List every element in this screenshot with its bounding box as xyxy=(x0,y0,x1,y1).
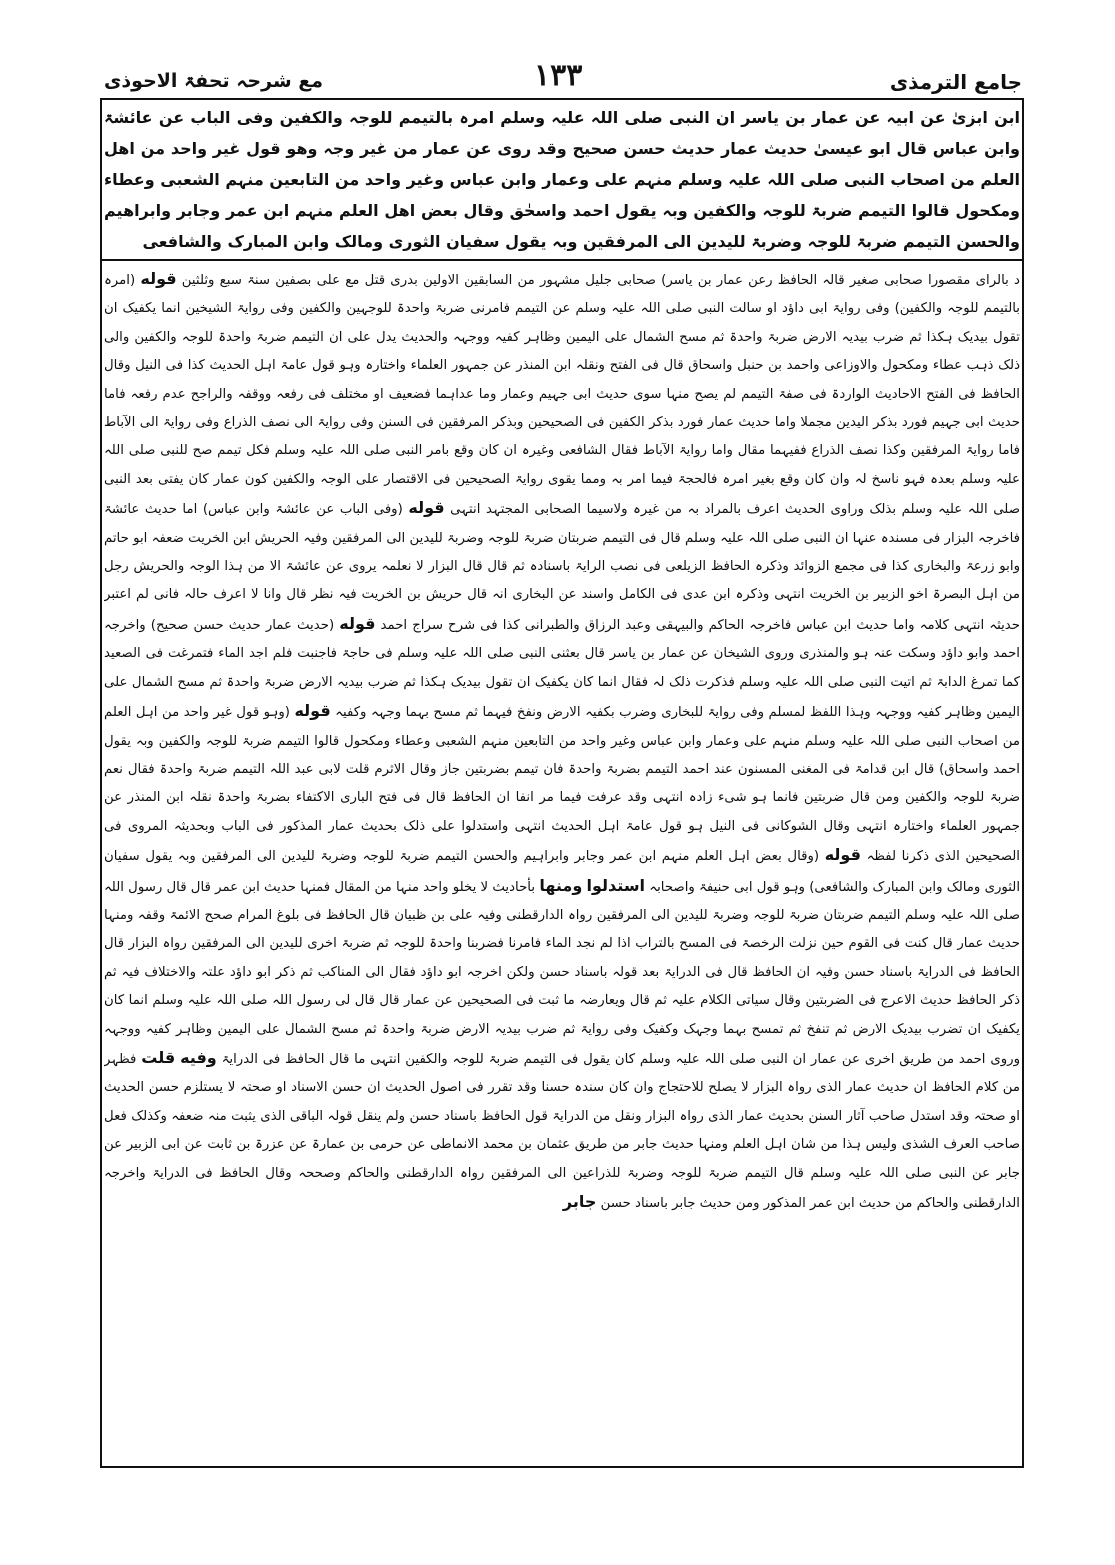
keyword-qawluhu: قوله xyxy=(140,269,177,288)
hadith-paragraph: ابن ابزیٰ عن ابیہ عن عمار بن یاسر ان النبی صلی اللہ علیہ وسلم امرہ بالتیمم للوجہ والکفین وفی الباب عن عائشۃ وابن عباس قال ابو عیسیٰ حدیث عمار حدیث حسن صحیح وقد روی عن عمار من غیر وجہ وھو قول غیر واحد من اھل العلم من اصحاب النبی صلی اللہ علیہ وسلم منہم علی وعمار وابن عباس وغیر واحد من التابعین منہم الشعبی وعطاء ومکحول قالوا التیمم ضربۃ للوجہ والکفین وبہ یقول احمد واسحٰق وقال بعض اھل العلم منہم ابن عمر وجابر وابراھیم والحسن التیمم ضربۃ للوجہ وضربۃ للیدین الی المرفقین وبہ یقول سفیان الثوری ومالک وابن المبارک والشافعی xyxy=(104,108,1020,251)
keyword-fihi: وفيه xyxy=(180,1047,217,1067)
hadith-text xyxy=(104,102,1020,256)
keyword-jabir: جابر xyxy=(562,1192,597,1211)
page-header xyxy=(104,58,1022,98)
keyword-qultu: قلت xyxy=(141,1047,176,1067)
commentary-p1b: (امرہ بالتیمم للوجہ والکفین) وفی روایۃ ابی داؤد او سالت النبی صلی اللہ علیہ وسلم عن التیمم فامرنی ضربۃ واحدۃ للوجہین والکفین وفی روایۃ الشیخین انما یکفیک ان تقول بیدیک ہکذا ثم ضرب بیدیہ الارض ضربۃ واحدۃ ثم مسح الشمال علی الیمین وظاہر کفیہ ووجہہ والحدیث یدل علی ان التیمم ضربۃ واحدۃ للوجہ والکفین والی ذلک ذہب عطاء ومکحول والاوزاعی واحمد بن حنبل واسحاق قال فی الفتح ونقلہ ابن المنذر عن جمہور العلماء واختارہ وہو قول عامۃ اہل الحدیث کذا فی النیل وقال الحافظ فی الفتح الاحادیث الواردۃ فی صفۃ التیمم لم یصح منہا سوی حدیث ابی جہیم وعمار وما عداہما فضعیف او مختلف فی رفعہ ووقفہ والراجح عدم رفعہ فاما حدیث ابی جہیم فورد بذکر الیدین مجملا واما حدیث عمار فورد بذکر الکفین فی الصحیحین وبذکر المرفقین فی السنن وفی روایۃ الی نصف الذراع وفی روایۃ الی الآباط فاما روایۃ المرفقین وکذا نصف الذراع ففیہما مقال واما روایۃ الآباط فقال الشافعی وغیرہ ان کان وقع بامر النبی صلی اللہ علیہ وسلم فکل تیمم صح للنبی صلی اللہ علیہ وسلم بعدہ فہو ناسخ لہ وان کان وقع بغیر امرہ فالحجۃ فیما امر بہ ومما یقوی روایۃ الصحیحین فی الاقتصار علی الوجہ والکفین کون عمار کان یفتی بعد النبی صلی اللہ علیہ وسلم بذلک وراوی الحدیث اعرف بالمراد بہ من غیرہ ولاسیما الصحابی المجتہد انتہی xyxy=(104,273,1020,518)
commentary-p4: (وہو قول غیر واحد من اہل العلم من اصحاب النبی صلی اللہ علیہ وسلم منہم علی وعمار وابن عباس وغیر واحد من التابعین منہم الشعبی وعطاء ومکحول قالوا التیمم ضربۃ للوجہ والکفین وبہ یقول احمد واسحاق) قال ابن قدامۃ فی المغنی المسنون عند احمد التیمم بضربۃ واحدۃ فان تیمم بضربتین جاز وقال الاثرم قلت لابی عبد اللہ التیمم ضربۃ واحدۃ فقال نعم ضربۃ للوجہ والکفین ومن قال ضربتین فانما ہو شیء زادہ انتہی وقد عرفت فیما مر انفا ان الحافظ قال فی فتح الباری الاکتفاء بضربۃ واحدۃ نقلہ ابن المنذر عن جمہور العلماء واختارہ انتہی وقال الشوکانی فی النیل ہو قول عامۃ اہل الحدیث انتہی واستدلوا علی ذلک بحدیث عمار المذکور فی الباب وبحدیثہ المروی فی الصحیحین الذی ذکرنا لفظہ xyxy=(104,705,1020,865)
commentary-paragraph xyxy=(104,265,1020,1218)
keyword-istadallu: استدلوا xyxy=(586,875,646,895)
keyword-qawluhu: قوله xyxy=(824,845,861,865)
keyword-minha: ومنها xyxy=(539,875,583,895)
commentary-p7: فظہر من کلام الحافظ ان حدیث عمار الذی رواہ البزار لا یصلح للاحتجاج وان کان سندہ حسنا وقد تقرر فی اصول الحدیث ان حسن الاسناد او صحتہ لا یستلزم حسن الحدیث او صحتہ وقد استدل صاحب آثار السنن بحدیث عمار الذی رواہ البزار ونقل من الدرایۃ قول الحافظ باسناد حسن ولم ینقل قولہ الباقی الذی یثبت منہ ضعفہ وکذلک فعل صاحب العرف الشذی ولیس ہذا من شان اہل العلم ومنہا حدیث جابر من طریق عثمان بن محمد الانماطی عن حرمی بن عمارۃ عن عزرۃ بن ثابت عن ابی الزبیر عن جابر عن النبی صلی اللہ علیہ وسلم قال التیمم ضربۃ للوجہ وضربۃ للذراعین الی المرفقین رواہ الدارقطنی والحاکم وصححہ وقال الحافظ فی الدرایۃ واخرجہ الدارقطنی والحاکم من حدیث ابن عمر المذکور ومن حدیث جابر باسناد حسن xyxy=(104,1051,1020,1211)
commentary-p6: بأحادیث لا یخلو واحد منہا من المقال فمنہا حدیث ابن عمر قال قال رسول اللہ صلی اللہ علیہ وسلم التیمم ضربتان ضربۃ للوجہ وضربۃ للیدین الی المرفقین رواہ الدارقطنی وفیہ علی بن ظبیان قال الحافظ فی بلوغ المرام صحح الائمۃ وقفہ ومنہا حدیث عمار قال کنت فی القوم حین نزلت الرخصۃ فی المسح بالتراب اذا لم نجد الماء فامرنا فضربنا واحدۃ للوجہ ثم ضربۃ اخری للیدین الی المرفقین رواہ البزار قال الحافظ فی الدرایۃ باسناد حسن وفیہ ان الحافظ قال فی الدرایۃ بعد قولہ باسناد حسن ولکن اخرجہ ابو داؤد فقال الی المناکب ثم ذکر ابو داؤد علتہ والاختلاف فیہ ثم ذکر الحافظ حدیث الاعرج فی الضربتین وقال سیاتی الکلام علیہ ثم قال ویعارضہ ما ثبت فی الصحیحین عن عمار قال قال لی رسول اللہ صلی اللہ علیہ وسلم انما کان یکفیک ان تضرب بیدیک الارض ثم تنفخ ثم تمسح بہما وجہک وکفیک وفی روایۃ ثم ضرب بیدیہ الارض ضربۃ واحدۃ ثم مسح الشمال علی الیمین وظاہر کفیہ ووجہہ وروی احمد من طریق اخری عن عمار ان النبی صلی اللہ علیہ وسلم کان یقول فی التیمم ضربۃ للوجہ والکفین انتہی ما قال الحافظ فی الدرایۃ xyxy=(104,879,1020,1067)
keyword-qawluhu: قوله xyxy=(294,701,331,721)
book-title: جامع الترمذی xyxy=(889,70,1022,94)
commentary-p1: د بالرای مقصورا صحابی صغیر قالہ الحافظ رعن عمار بن یاسر) صحابی جلیل مشہور من السابقین الاولین بدری قتل مع علی بصفین سنۃ سبع وثلثین xyxy=(181,273,1020,288)
commentary-p2: (وفی الباب عن عائشۃ وابن عباس) اما حدیث عائشۃ فاخرجہ البزار فی مسندہ عنہا ان النبی صلی اللہ علیہ وسلم قال فی التیمم ضربتان ضربۃ للوجہ وضربۃ للیدین الی المرفقین وفیہ الحریش ابن الخریت ضعفہ ابو حاتم وابو زرعۃ والبخاری کذا فی مجمع الزوائد وذکرہ الحافظ الزیلعی فی نصب الرایۃ باسنادہ ثم قال قال البزار لا نعلمہ یروی عن عائشۃ الا من ہذا الوجہ والحریش رجل من اہل البصرۃ اخو الزبیر بن الخریت انتہی وذکرہ ابن عدی فی الکامل واسند عن البخاری انہ قال حریش بن الخریت فیہ نظر قال وانا لا اعرف حالہ فانی لم اعتبر حدیثہ انتہی کلامہ واما حدیث ابن عباس فاخرجہ الحاکم والبیہقی وعبد الرزاق والطبرانی کذا فی شرح سراج احمد xyxy=(104,502,1020,633)
keyword-qawluhu: قوله xyxy=(339,613,376,633)
commentary-p5: (وقال بعض اہل العلم منہم ابن عمر وجابر وابراہیم والحسن التیمم ضربۃ للوجہ وضربۃ للیدین الی المرفقین وبہ یقول سفیان الثوری ومالک وابن المبارک والشافعی) وہو قول ابی حنیفۃ واصحابہ xyxy=(104,849,1020,895)
commentary-p3: (حدیث عمار حدیث حسن صحیح) واخرجہ احمد وابو داؤد وسکت عنہ ہو والمنذری وروی الشیخان عن عمار بن یاسر قال بعثنی النبی صلی اللہ علیہ وسلم فی حاجۃ فاجنبت فلم اجد الماء فتمرغت فی الصعید کما تمرغ الدابۃ ثم اتیت النبی صلی اللہ علیہ وسلم فذکرت ذلک لہ فقال انما کان یکفیک ان تقول بیدیک ہکذا ثم ضرب بیدیہ الارض ضربۃ واحدۃ ثم مسح الشمال علی الیمین وظاہر کفیہ ووجہہ وہذا اللفظ لمسلم وفی روایۃ للبخاری وضرب بکفیہ الارض ونفخ فیہما ثم مسح بہما وجہہ وکفیہ xyxy=(104,617,1020,721)
separator-rule xyxy=(100,259,1024,261)
keyword-qawluhu: قوله xyxy=(408,498,445,518)
page-number: ۱۳۳ xyxy=(534,58,583,93)
commentary-title: مع شرحہ تحفۃ الاحوذی xyxy=(104,70,323,92)
commentary-text xyxy=(104,265,1020,1461)
